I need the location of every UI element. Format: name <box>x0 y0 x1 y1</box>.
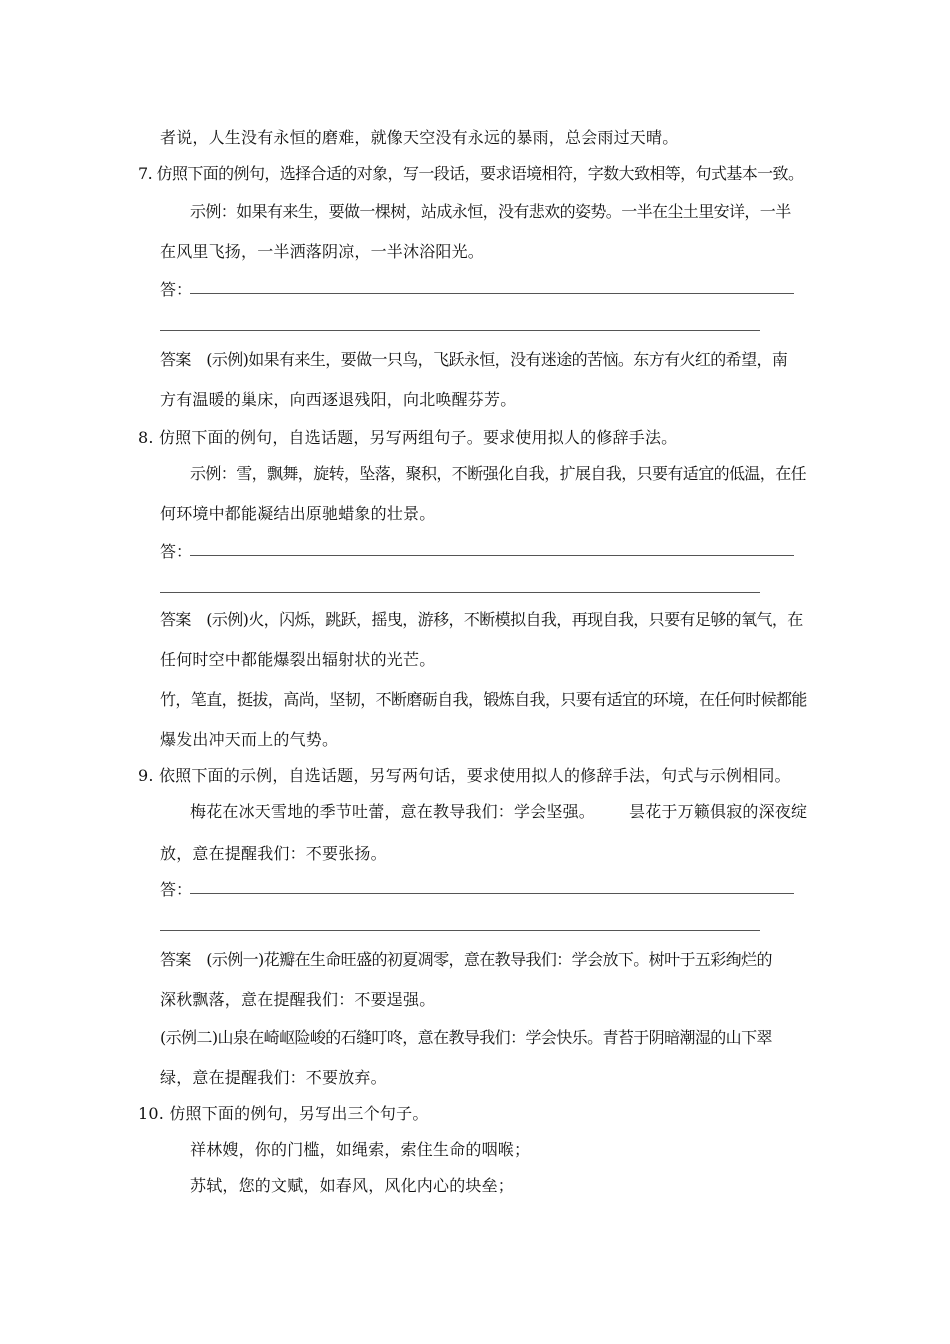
question-8-example-line-2: 何环境中都能凝结出原驰蜡象的壮景。 <box>160 504 436 523</box>
question-7-example-line-2: 在风里飞扬，一半洒落阴凉，一半沐浴阳光。 <box>160 242 485 261</box>
question-10-example-line-1: 祥林嫂，你的门槛，如绳索，索住生命的咽喉； <box>190 1140 531 1159</box>
question-9-example-part-a: 梅花在冰天雪地的季节吐蕾，意在教导我们：学会坚强。 <box>190 802 596 821</box>
question-8-example-line-1: 示例：雪，飘舞，旋转，坠落，聚积，不断强化自我，扩展自我，只要有适宜的低温，在任 <box>190 464 807 483</box>
answer-9-line-4: 绿，意在提醒我们：不要放弃。 <box>160 1068 387 1087</box>
question-9: 9. 依照下面的示例，自选话题，另写两句话，要求使用拟人的修辞手法，句式与示例相同。 <box>138 766 791 785</box>
answer-line-9b[interactable] <box>160 930 760 931</box>
answer-line-8b[interactable] <box>160 592 760 593</box>
answer-7-line-2: 方有温暖的巢床，向西逐退残阳，向北唤醒芬芳。 <box>160 390 517 409</box>
question-9-example-part-b: 昙花于万籁俱寂的深夜绽 <box>629 802 808 821</box>
answer-8-line-4: 爆发出冲天而上的气势。 <box>160 730 339 749</box>
answer-line-7b[interactable] <box>160 330 760 331</box>
answer-line-9a[interactable] <box>190 893 794 894</box>
answer-line-8a[interactable] <box>190 555 794 556</box>
answer-label-7: 答： <box>160 280 193 299</box>
question-9-example-line-1 <box>190 802 807 822</box>
text-line-continuation: 者说，人生没有永恒的磨难，就像天空没有永远的暴雨，总会雨过天晴。 <box>160 128 679 147</box>
question-10: 10. 仿照下面的例句，另写出三个句子。 <box>138 1104 429 1123</box>
answer-label-8: 答： <box>160 542 193 561</box>
answer-9-line-1: 答案 (示例一)花瓣在生命旺盛的初夏凋零，意在教导我们：学会放下。树叶于五彩绚烂的 <box>160 950 772 969</box>
answer-9-line-2: 深秋飘落，意在提醒我们：不要逞强。 <box>160 990 436 1009</box>
question-8: 8. 仿照下面的例句，自选话题，另写两组句子。要求使用拟人的修辞手法。 <box>138 428 678 447</box>
answer-line-7a[interactable] <box>190 293 794 294</box>
answer-label-9: 答： <box>160 880 193 899</box>
answer-8-line-1: 答案 (示例)火，闪烁，跳跃，摇曳，游移，不断模拟自我，再现自我，只要有足够的氧气，在 <box>160 610 803 629</box>
question-7: 7. 仿照下面的例句，选择合适的对象，写一段话，要求语境相符，字数大致相等，句式基本一致。 <box>138 164 804 183</box>
answer-9-line-3: (示例二)山泉在崎岖险峻的石缝叮咚，意在教导我们：学会快乐。青苔于阴暗潮湿的山下翠 <box>160 1028 772 1047</box>
question-9-example-line-2: 放，意在提醒我们：不要张扬。 <box>160 844 387 863</box>
answer-8-line-2: 任何时空中都能爆裂出辐射状的光芒。 <box>160 650 436 669</box>
answer-8-line-3: 竹，笔直，挺拔，高尚，坚韧，不断磨砺自我，锻炼自我，只要有适宜的环境，在任何时候都能 <box>160 690 807 709</box>
question-7-example-line-1: 示例：如果有来生，要做一棵树，站成永恒，没有悲欢的姿势。一半在尘土里安详，一半 <box>190 202 791 221</box>
answer-7-line-1: 答案 (示例)如果有来生，要做一只鸟，飞跃永恒，没有迷途的苦恼。东方有火红的希望，南 <box>160 350 788 369</box>
question-10-example-line-2: 苏轼，您的文赋，如春风，风化内心的块垒； <box>190 1176 515 1195</box>
